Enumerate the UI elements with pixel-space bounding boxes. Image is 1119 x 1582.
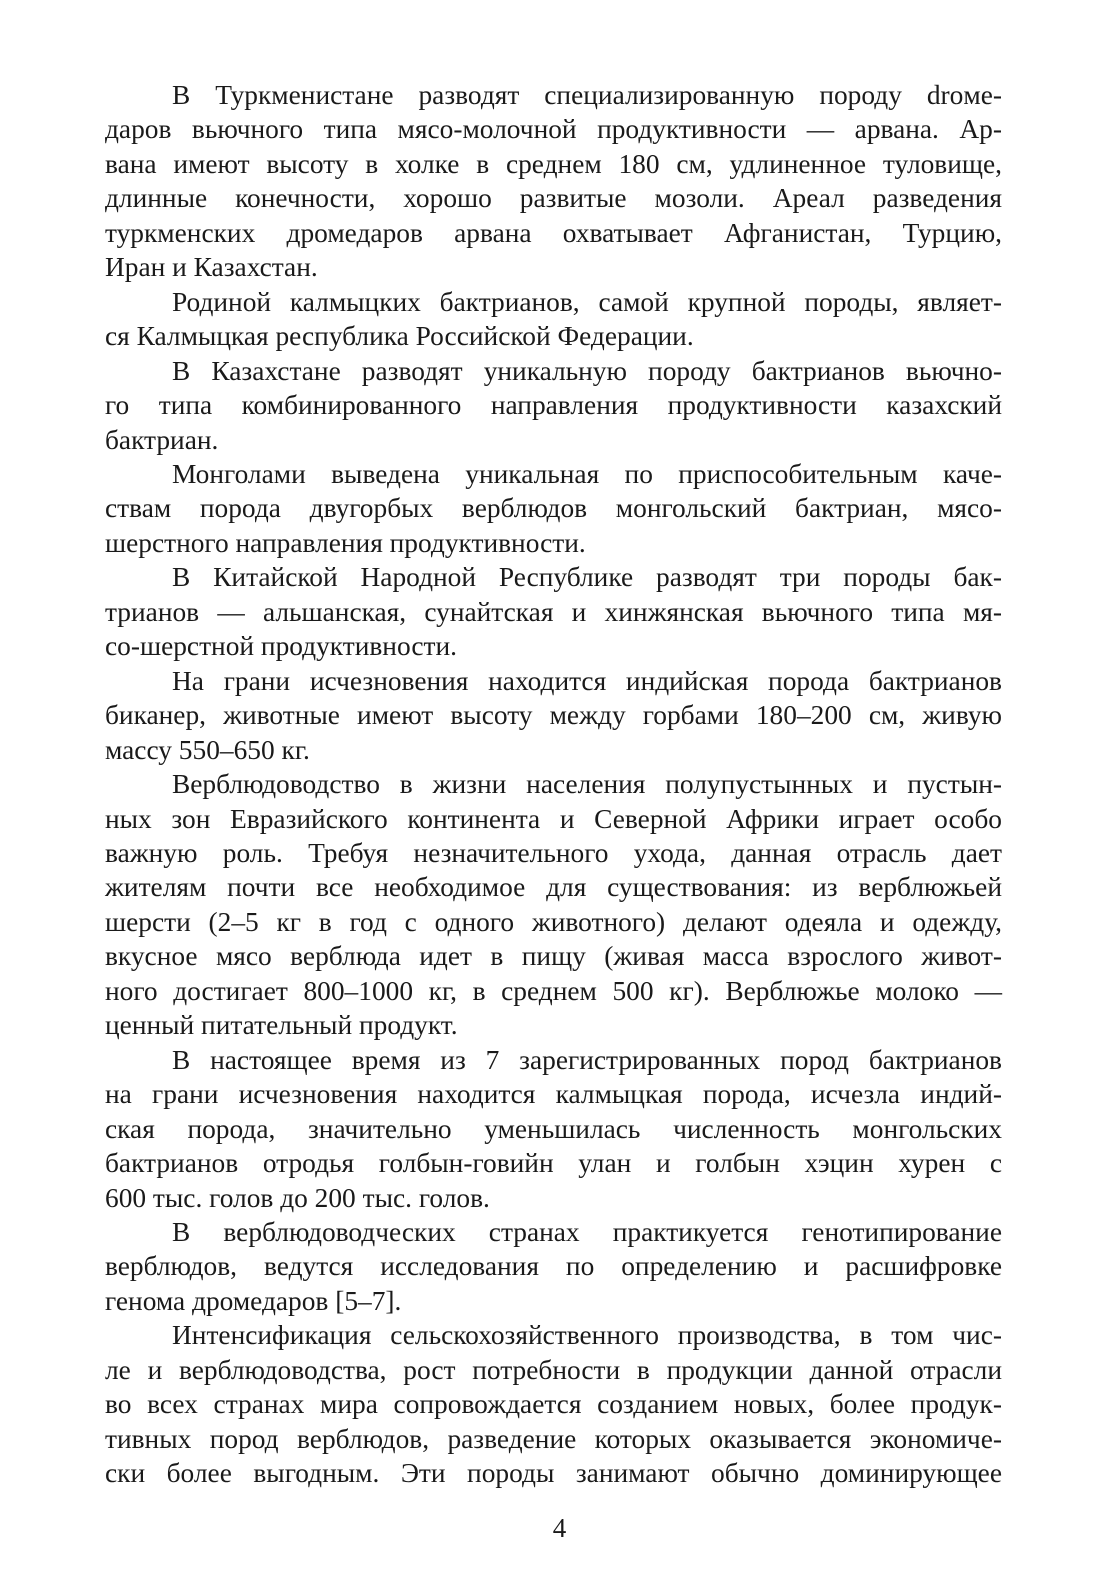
text-line: важную роль. Требуя незначительного ухода, данная отрасль дает [105,837,1002,868]
text-line: бактрианов отродья голбын-говийн улан и голбын хэцин хурен с [105,1148,1002,1179]
paragraph [105,560,1002,663]
text-line: В Туркменистане разводят специализированную породу droме- [172,80,1002,110]
text-line: ценный питательный продукт. [105,1010,458,1041]
paragraph [105,78,1002,285]
text-line: На грани исчезновения находится индийская порода бактрианов [172,665,1002,696]
text-line: генома дромедаров [5–7]. [105,1285,402,1316]
text-line: ская порода, значительно уменьшилась численность монгольских [105,1113,1002,1144]
text-line: длинные конечности, хорошо развитые мозоли. Ареал разведения [105,183,1002,214]
paragraph [105,664,1002,767]
text-line: ле и верблюдоводства, рост потребности в продукции данной отрасли [105,1354,1002,1385]
text-line: бактриан. [105,424,219,455]
text-line: ски более выгодным. Эти породы занимают обычно доминирующее [105,1458,1002,1489]
text-line: во всех странах мира сопровождается созданием новых, более продук- [105,1389,1002,1420]
paragraph [105,1215,1002,1318]
paragraph [105,354,1002,457]
text-line: даров вьючного типа мясо-молочной продуктивности — арвана. Ар- [105,114,1002,145]
text-line: трианов — альшанская, сунайтская и хинжянская вьючного типа мя- [105,596,1002,627]
text-line: В Казахстане разводят уникальную породу бактрианов вьючно- [172,355,1002,386]
text-line: Монголами выведена уникальная по приспособительным каче- [172,458,1002,489]
text-line: вана имеют высоту в холке в среднем 180 см, удлиненное туловище, [105,148,1002,179]
paragraph [105,1318,1002,1490]
page-number: 4 [552,1513,567,1543]
text-line: 600 тыс. голов до 200 тыс. голов. [105,1182,490,1213]
text-line: вкусное мясо верблюда идет в пищу (живая масса взрослого живот- [105,941,1002,972]
text-line: на грани исчезновения находится калмыцкая порода, исчезла индий- [105,1079,1002,1110]
paragraph [105,285,1002,354]
text-line: туркменских дромедаров арвана охватывает Афганистан, Турцию, [105,217,1002,248]
text-line: Родиной калмыцких бактрианов, самой крупной породы, являет- [172,286,1002,317]
text-line: биканер, животные имеют высоту между горбами 180–200 см, живую [105,700,1002,731]
text-line: ся Калмыцкая республика Российской Федерации. [105,321,694,352]
text-line: Иран и Казахстан. [105,252,318,283]
paragraph [105,457,1002,560]
text-line: В настоящее время из 7 зарегистрированных пород бактрианов [172,1044,1002,1075]
text-line: тивных пород верблюдов, разведение которых оказывается экономиче- [105,1423,1002,1454]
text-line: ного достигает 800–1000 кг, в среднем 500 кг). Верблюжье молоко — [105,975,1002,1006]
text-line: Интенсификация сельскохозяйственного производства, в том чис- [172,1320,1002,1351]
text-line: В Китайской Народной Республике разводят три породы бак- [172,562,1002,593]
body-text [105,78,1002,1491]
text-line: жителям почти все необходимое для существования: из верблюжьей [105,872,1002,903]
paragraph [105,1043,1002,1215]
text-line: ствам порода двугорбых верблюдов монгольский бактриан, мясо- [105,493,1002,524]
text-line: со-шерстной продуктивности. [105,631,457,662]
text-line: шерсти (2–5 кг в год с одного животного) делают одеяла и одежду, [105,906,1002,937]
text-line: В верблюдоводческих странах практикуется генотипирование [172,1216,1002,1247]
paragraph [105,767,1002,1043]
text-line: массу 550–650 кг. [105,734,310,765]
text-line: верблюдов, ведутся исследования по определению и расшифровке [105,1251,1002,1282]
text-line: ных зон Евразийского континента и Северной Африки играет особо [105,803,1002,834]
text-line: Верблюдоводство в жизни населения полупустынных и пустын- [172,769,1002,800]
text-line: шерстного направления продуктивности. [105,527,586,558]
text-line: го типа комбинированного направления продуктивности казахский [105,390,1002,421]
